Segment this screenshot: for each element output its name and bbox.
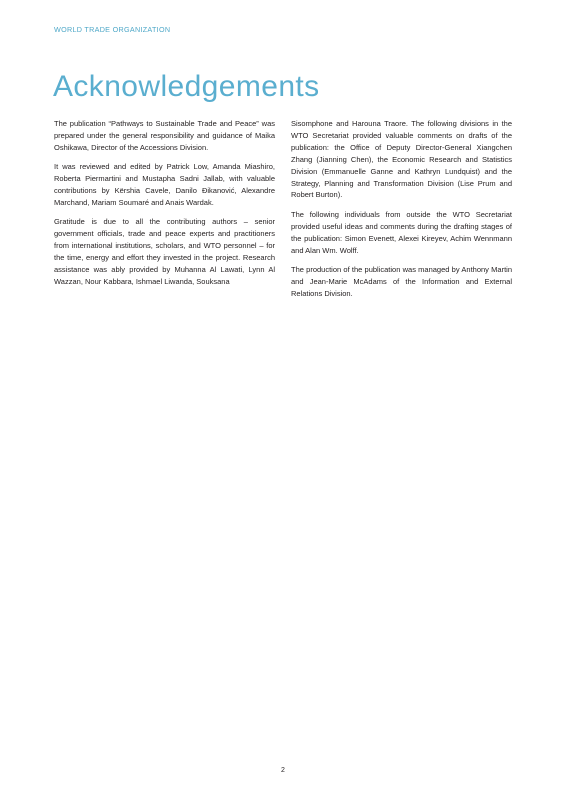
page-title: Acknowledgements: [53, 70, 320, 103]
page-number: 2: [281, 767, 285, 774]
right-column: [291, 118, 512, 307]
body-columns: [54, 118, 512, 307]
paragraph: The publication “Pathways to Sustainable Trade and Peace” was prepared under the general responsibility and guidance of Maika Oshikawa, Director of the Accessions Division.: [54, 119, 275, 152]
paragraph: The following individuals from outside the WTO Secretariat provided useful ideas and comments during the drafting stages of the publication: Simon Evenett, Alexei Kireyev, Achim Wennmann and Alan Wm. Wolff.: [291, 209, 512, 255]
paragraph: The production of the publication was managed by Anthony Martin and Jean-Marie McAdams of the Information and External Relations Division.: [291, 264, 512, 298]
paragraph: Gratitude is due to all the contributing authors – senior government officials, trade and peace experts and practitioners from international institutions, scholars, and WTO personnel – for the time, energy and effort they invested in the project. Research assistance was ably provided by Muhanna Al Lawati, Lynn Al Wazzan, Nour Kabbara, Ishmael Liwanda, Souksana: [54, 217, 275, 286]
paragraph: It was reviewed and edited by Patrick Low, Amanda Miashiro, Roberta Piermartini and Mustapha Sadni Jallab, with valuable contributions by Kërshia Cavele, Danilo Đikanović, Alexandre Marchand, Mariam Soumaré and Anais Wardak.: [54, 162, 275, 207]
paragraph: Sisomphone and Harouna Traore. The following divisions in the WTO Secretariat provided valuable comments on drafts of the publication: the Office of Deputy Director-General Xiangchen Zhang (Jianning Chen), the Economic Research and Statistics Division (Emmanuelle Ganne and Kathryn Lundquist) and the Strategy, Planning and Transformation Division (Lise Prum and Robert Burton).: [291, 119, 512, 200]
running-header: WORLD TRADE ORGANIZATION: [54, 25, 171, 34]
left-column: [54, 118, 275, 307]
